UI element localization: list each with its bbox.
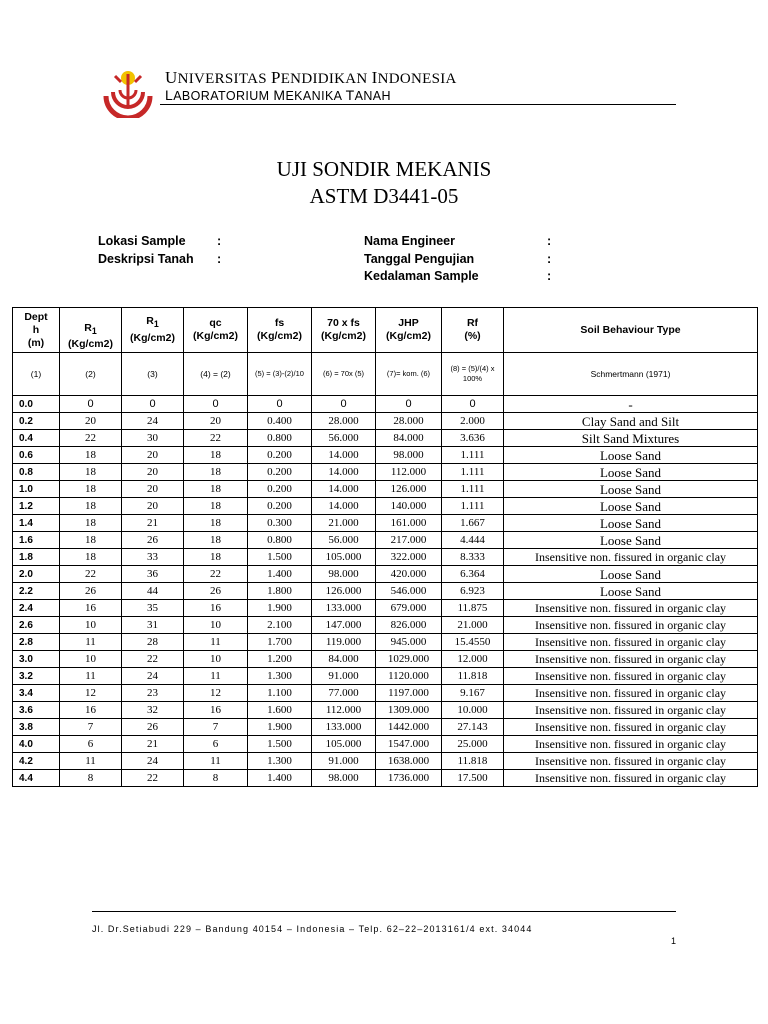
cell-jhp: 1197.000 [376,685,442,702]
table-row [13,566,758,583]
cell-fs: 1.400 [248,566,312,583]
cell-r1a: 0 [60,396,122,413]
header-depth: Dept h (m) [13,308,60,353]
cell-depth: 1.4 [13,515,60,532]
cell-soil-type: Insensitive non. fissured in organic clay [504,600,758,617]
table-row [13,515,758,532]
cell-rf: 2.000 [442,413,504,430]
header-jhp: JHP (Kg/cm2) [376,308,442,353]
cell-fs: 1.900 [248,719,312,736]
cell-r1a: 18 [60,549,122,566]
cell-jhp: 1309.000 [376,702,442,719]
table-row [13,651,758,668]
cell-r1a: 22 [60,566,122,583]
header-fs: fs (Kg/cm2) [248,308,312,353]
table-row [13,549,758,566]
cell-r1b: 0 [122,396,184,413]
cell-fs70: 105.000 [312,549,376,566]
cell-jhp: 679.000 [376,600,442,617]
cell-fs: 1.800 [248,583,312,600]
cell-qc: 10 [184,617,248,634]
cell-fs70: 98.000 [312,566,376,583]
column-index-cell: (3) [122,353,184,396]
cell-depth: 0.6 [13,447,60,464]
table-row [13,685,758,702]
cell-rf: 9.167 [442,685,504,702]
table-row [13,532,758,549]
cell-fs: 1.500 [248,549,312,566]
deskripsi-colon: : [217,252,222,266]
cell-qc: 8 [184,770,248,787]
cell-rf: 11.818 [442,668,504,685]
cell-soil-type: Clay Sand and Silt [504,413,758,430]
cell-qc: 7 [184,719,248,736]
cell-qc: 18 [184,515,248,532]
cell-qc: 11 [184,668,248,685]
cell-qc: 6 [184,736,248,753]
cell-depth: 3.2 [13,668,60,685]
cell-qc: 18 [184,498,248,515]
cell-fs70: 91.000 [312,668,376,685]
header-qc: qc (Kg/cm2) [184,308,248,353]
cell-qc: 12 [184,685,248,702]
cell-soil-type: Insensitive non. fissured in organic clay [504,668,758,685]
engineer-label: Nama Engineer [364,234,456,248]
cell-jhp: 420.000 [376,566,442,583]
cell-fs: 0 [248,396,312,413]
cell-r1a: 11 [60,634,122,651]
cell-rf: 3.636 [442,430,504,447]
cell-jhp: 322.000 [376,549,442,566]
cell-fs70: 21.000 [312,515,376,532]
cell-fs70: 105.000 [312,736,376,753]
cell-depth: 0.4 [13,430,60,447]
table-row [13,736,758,753]
cell-fs70: 14.000 [312,464,376,481]
cell-rf: 12.000 [442,651,504,668]
cell-r1b: 26 [122,532,184,549]
table-row [13,702,758,719]
cell-r1b: 30 [122,430,184,447]
cell-fs: 1.100 [248,685,312,702]
cell-r1b: 22 [122,770,184,787]
cell-r1a: 16 [60,600,122,617]
cell-r1a: 16 [60,702,122,719]
cell-r1b: 28 [122,634,184,651]
header-r1-b: $R_1$ (Kg/cm2) [122,308,184,353]
table-row [13,481,758,498]
footer-address: Jl. Dr.Setiabudi 229 – Bandung 40154 – Indonesia – Telp. 62–22–2013161/4 ext. 34044 [92,924,533,934]
cell-soil-type: Loose Sand [504,515,758,532]
cell-soil-type: Loose Sand [504,583,758,600]
cell-fs: 0.400 [248,413,312,430]
column-index-row [13,353,758,396]
cell-qc: 26 [184,583,248,600]
column-index-cell: (2) [60,353,122,396]
cell-depth: 4.0 [13,736,60,753]
cell-r1b: 24 [122,668,184,685]
cell-rf: 11.818 [442,753,504,770]
cell-depth: 1.8 [13,549,60,566]
cell-depth: 3.4 [13,685,60,702]
cell-r1a: 12 [60,685,122,702]
cell-soil-type: Loose Sand [504,481,758,498]
cell-fs: 0.300 [248,515,312,532]
tanggal-colon: : [547,252,552,266]
cell-soil-type: Insensitive non. fissured in organic clay [504,736,758,753]
cell-r1b: 32 [122,702,184,719]
cell-r1a: 18 [60,498,122,515]
cell-depth: 0.8 [13,464,60,481]
cell-soil-type: Insensitive non. fissured in organic clay [504,634,758,651]
cell-depth: 3.0 [13,651,60,668]
cell-r1b: 21 [122,736,184,753]
cell-jhp: 1638.000 [376,753,442,770]
cell-fs: 1.500 [248,736,312,753]
cell-fs: 0.200 [248,498,312,515]
table-row [13,719,758,736]
cell-qc: 22 [184,566,248,583]
institution-name: UNIVERSITAS PENDIDIKAN INDONESIA [165,68,457,87]
cell-qc: 0 [184,396,248,413]
cell-jhp: 217.000 [376,532,442,549]
cell-fs70: 133.000 [312,600,376,617]
column-index-cell: (8) = (5)/(4) x 100% [442,353,504,396]
cell-jhp: 0 [376,396,442,413]
cell-r1b: 26 [122,719,184,736]
laboratory-name: LABORATORIUM MEKANIKA TANAH [165,87,391,103]
cell-qc: 16 [184,600,248,617]
cell-fs: 1.400 [248,770,312,787]
cell-jhp: 945.000 [376,634,442,651]
cell-r1a: 22 [60,430,122,447]
table-row [13,770,758,787]
table-row [13,668,758,685]
table-row [13,753,758,770]
table-body [13,396,758,787]
cell-soil-type: Insensitive non. fissured in organic clay [504,651,758,668]
cell-rf: 15.4550 [442,634,504,651]
table-row [13,498,758,515]
header-r1-a: $R_1$ (Kg/cm2) [60,308,122,353]
cell-jhp: 826.000 [376,617,442,634]
cell-qc: 18 [184,464,248,481]
cell-fs: 1.300 [248,668,312,685]
university-logo [102,66,154,118]
cell-depth: 1.6 [13,532,60,549]
cell-fs70: 147.000 [312,617,376,634]
cell-depth: 3.8 [13,719,60,736]
cell-depth: 0.0 [13,396,60,413]
cell-soil-type: Loose Sand [504,464,758,481]
engineer-colon: : [547,234,552,248]
cell-jhp: 1120.000 [376,668,442,685]
cell-qc: 18 [184,447,248,464]
cell-soil-type: Insensitive non. fissured in organic clay [504,549,758,566]
column-index-cell: (1) [13,353,60,396]
cell-soil-type: Loose Sand [504,447,758,464]
cell-r1a: 11 [60,668,122,685]
header-soil-behaviour: Soil Behaviour Type [504,308,758,353]
cell-r1b: 31 [122,617,184,634]
table-row [13,617,758,634]
cell-soil-type: Insensitive non. fissured in organic clay [504,753,758,770]
cell-fs70: 133.000 [312,719,376,736]
cell-soil-type: Insensitive non. fissured in organic clay [504,770,758,787]
cell-soil-type: Loose Sand [504,532,758,549]
table-row [13,413,758,430]
cell-fs: 1.600 [248,702,312,719]
footer-divider [92,911,676,912]
cell-fs70: 14.000 [312,481,376,498]
cell-rf: 27.143 [442,719,504,736]
cell-qc: 16 [184,702,248,719]
cell-r1a: 18 [60,515,122,532]
cell-qc: 18 [184,532,248,549]
cell-r1b: 24 [122,753,184,770]
cell-fs: 1.300 [248,753,312,770]
cell-depth: 0.2 [13,413,60,430]
cell-jhp: 161.000 [376,515,442,532]
tanggal-label: Tanggal Pengujian [364,252,475,266]
cell-r1b: 23 [122,685,184,702]
cell-r1b: 33 [122,549,184,566]
cell-rf: 1.111 [442,447,504,464]
cell-fs70: 126.000 [312,583,376,600]
header-rf: Rf (%) [442,308,504,353]
page-number: 1 [671,936,677,946]
cell-r1b: 36 [122,566,184,583]
cell-rf: 0 [442,396,504,413]
cell-qc: 22 [184,430,248,447]
cell-depth: 2.8 [13,634,60,651]
cell-qc: 18 [184,549,248,566]
cell-jhp: 84.000 [376,430,442,447]
cell-fs: 0.200 [248,481,312,498]
cell-r1b: 20 [122,498,184,515]
cell-soil-type: Silt Sand Mixtures [504,430,758,447]
cell-depth: 3.6 [13,702,60,719]
cell-fs: 1.200 [248,651,312,668]
cell-depth: 1.2 [13,498,60,515]
cell-depth: 2.6 [13,617,60,634]
cell-fs: 0.800 [248,430,312,447]
cell-r1a: 26 [60,583,122,600]
cell-rf: 21.000 [442,617,504,634]
column-index-cell: (4) = (2) [184,353,248,396]
cell-fs70: 98.000 [312,770,376,787]
document-subtitle: ASTM D3441-05 [309,184,459,208]
cell-r1b: 21 [122,515,184,532]
cell-fs70: 84.000 [312,651,376,668]
sondir-table [12,307,758,787]
cell-depth: 2.4 [13,600,60,617]
cell-fs70: 112.000 [312,702,376,719]
table-row [13,396,758,413]
column-index-cell: (5) = (3)-(2)/10 [248,353,312,396]
cell-r1b: 20 [122,464,184,481]
cell-r1a: 18 [60,447,122,464]
cell-jhp: 1547.000 [376,736,442,753]
cell-r1b: 44 [122,583,184,600]
column-index-cell: (6) = 70x (5) [312,353,376,396]
column-index-cell: Schmertmann (1971) [504,353,758,396]
cell-r1b: 20 [122,481,184,498]
cell-jhp: 112.000 [376,464,442,481]
cell-depth: 4.2 [13,753,60,770]
cell-fs: 0.200 [248,447,312,464]
cell-qc: 10 [184,651,248,668]
cell-depth: 2.2 [13,583,60,600]
cell-r1a: 18 [60,481,122,498]
cell-soil-type: Loose Sand [504,566,758,583]
cell-r1b: 20 [122,447,184,464]
cell-rf: 1.667 [442,515,504,532]
cell-fs70: 91.000 [312,753,376,770]
cell-jhp: 1029.000 [376,651,442,668]
cell-fs: 1.900 [248,600,312,617]
cell-depth: 2.0 [13,566,60,583]
cell-jhp: 140.000 [376,498,442,515]
cell-depth: 4.4 [13,770,60,787]
deskripsi-label: Deskripsi Tanah [98,252,194,266]
lokasi-colon: : [217,234,222,248]
table-row [13,447,758,464]
cell-fs: 2.100 [248,617,312,634]
cell-rf: 1.111 [442,498,504,515]
cell-rf: 11.875 [442,600,504,617]
lokasi-label: Lokasi Sample [98,234,186,248]
cell-jhp: 98.000 [376,447,442,464]
cell-rf: 1.111 [442,481,504,498]
kedalaman-label: Kedalaman Sample [364,269,479,283]
cell-rf: 4.444 [442,532,504,549]
cell-fs70: 56.000 [312,430,376,447]
cell-rf: 6.923 [442,583,504,600]
cell-jhp: 1442.000 [376,719,442,736]
table-row [13,430,758,447]
cell-soil-type: - [504,396,758,413]
cell-jhp: 546.000 [376,583,442,600]
cell-fs70: 0 [312,396,376,413]
cell-r1b: 35 [122,600,184,617]
cell-r1a: 18 [60,464,122,481]
cell-r1a: 18 [60,532,122,549]
header-70fs: 70 x fs (Kg/cm2) [312,308,376,353]
cell-soil-type: Insensitive non. fissured in organic clay [504,719,758,736]
cell-r1a: 20 [60,413,122,430]
cell-jhp: 1736.000 [376,770,442,787]
cell-r1a: 7 [60,719,122,736]
cell-fs: 0.800 [248,532,312,549]
cell-r1a: 8 [60,770,122,787]
cell-rf: 25.000 [442,736,504,753]
kedalaman-colon: : [547,269,552,283]
cell-soil-type: Insensitive non. fissured in organic clay [504,617,758,634]
cell-fs70: 56.000 [312,532,376,549]
table-row [13,634,758,651]
cell-qc: 11 [184,753,248,770]
cell-soil-type: Loose Sand [504,498,758,515]
cell-fs70: 119.000 [312,634,376,651]
cell-r1a: 11 [60,753,122,770]
cell-r1a: 10 [60,617,122,634]
cell-r1a: 6 [60,736,122,753]
cell-rf: 10.000 [442,702,504,719]
cell-rf: 8.333 [442,549,504,566]
cell-fs70: 14.000 [312,447,376,464]
cell-jhp: 28.000 [376,413,442,430]
cell-qc: 18 [184,481,248,498]
cell-qc: 20 [184,413,248,430]
cell-rf: 17.500 [442,770,504,787]
cell-depth: 1.0 [13,481,60,498]
table-row [13,583,758,600]
column-index-cell: (7)= kom. (6) [376,353,442,396]
cell-soil-type: Insensitive non. fissured in organic clay [504,702,758,719]
cell-rf: 1.111 [442,464,504,481]
cell-soil-type: Insensitive non. fissured in organic clay [504,685,758,702]
header-divider [160,104,676,105]
cell-fs: 0.200 [248,464,312,481]
cell-fs70: 14.000 [312,498,376,515]
cell-jhp: 126.000 [376,481,442,498]
cell-r1a: 10 [60,651,122,668]
cell-r1b: 22 [122,651,184,668]
cell-qc: 11 [184,634,248,651]
cell-fs: 1.700 [248,634,312,651]
cell-fs70: 28.000 [312,413,376,430]
document-title: UJI SONDIR MEKANIS [276,157,492,181]
table-row [13,600,758,617]
cell-rf: 6.364 [442,566,504,583]
cell-r1b: 24 [122,413,184,430]
table-row [13,464,758,481]
cell-fs70: 77.000 [312,685,376,702]
